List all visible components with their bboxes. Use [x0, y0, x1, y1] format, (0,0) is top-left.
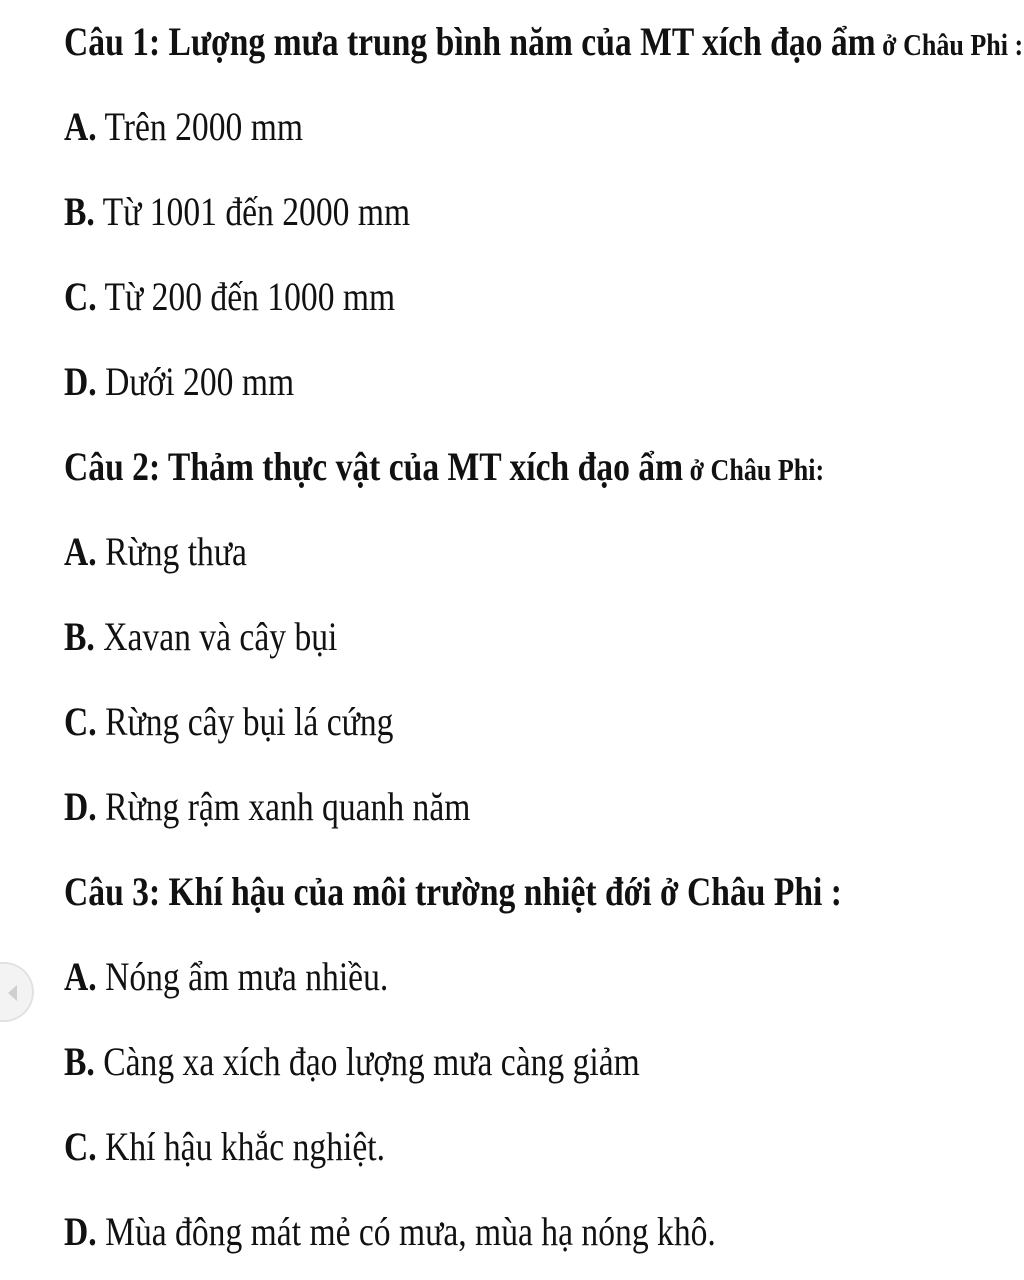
option-text: Nóng ẩm mưa nhiều.	[96, 954, 389, 999]
question-1-option-b	[64, 189, 411, 234]
question-1-title-main: Câu 1: Lượng mưa trung bình năm của MT xích đạo ẩm	[64, 19, 876, 64]
option-letter: A.	[64, 529, 97, 574]
question-1-title	[64, 19, 1024, 64]
question-3-title	[64, 869, 842, 914]
option-letter: C.	[64, 274, 97, 319]
previous-arrow-button[interactable]	[0, 962, 34, 1022]
chevron-left-icon	[8, 985, 17, 1001]
question-1-option-a	[64, 104, 303, 149]
question-2-title-tail: ở Châu Phi:	[683, 452, 825, 487]
question-1-option-d	[64, 359, 295, 404]
question-2-option-c	[64, 699, 394, 744]
question-2-title-main: Câu 2: Thảm thực vật của MT xích đạo ẩm	[64, 444, 684, 489]
option-text: Mùa đông mát mẻ có mưa, mùa hạ nóng khô.	[96, 1209, 716, 1254]
option-letter: C.	[64, 699, 97, 744]
option-letter: A.	[64, 104, 97, 149]
option-text: Trên 2000 mm	[96, 104, 303, 149]
option-text: Từ 1001 đến 2000 mm	[94, 189, 411, 234]
question-3-option-d	[64, 1209, 716, 1254]
question-3-option-a	[64, 954, 389, 999]
option-text: Càng xa xích đạo lượng mưa càng giảm	[94, 1039, 640, 1084]
option-text: Khí hậu khắc nghiệt.	[96, 1124, 385, 1169]
question-3-option-c	[64, 1124, 385, 1169]
option-letter: D.	[64, 784, 97, 829]
option-letter: C.	[64, 1124, 97, 1169]
question-2-title	[64, 444, 825, 489]
question-1-option-c	[64, 274, 396, 319]
question-3-title-main: Câu 3: Khí hậu của môi trường nhiệt đới ở Châu Phi :	[64, 869, 842, 914]
option-text: Rừng rậm xanh quanh năm	[96, 784, 471, 829]
option-text: Từ 200 đến 1000 mm	[96, 274, 396, 319]
question-2-option-b	[64, 614, 338, 659]
question-1-title-tail: ở Châu Phi :	[875, 27, 1024, 62]
question-2-option-d	[64, 784, 471, 829]
question-2-option-a	[64, 529, 247, 574]
option-letter: D.	[64, 359, 97, 404]
option-letter: A.	[64, 954, 97, 999]
option-text: Xavan và cây bụi	[94, 614, 338, 659]
option-text: Rừng thưa	[96, 529, 247, 574]
option-letter: B.	[64, 189, 95, 234]
option-letter: D.	[64, 1209, 97, 1254]
option-text: Rừng cây bụi lá cứng	[96, 699, 394, 744]
question-3-option-b	[64, 1039, 640, 1084]
option-letter: B.	[64, 1039, 95, 1084]
option-letter: B.	[64, 614, 95, 659]
option-text: Dưới 200 mm	[96, 359, 295, 404]
